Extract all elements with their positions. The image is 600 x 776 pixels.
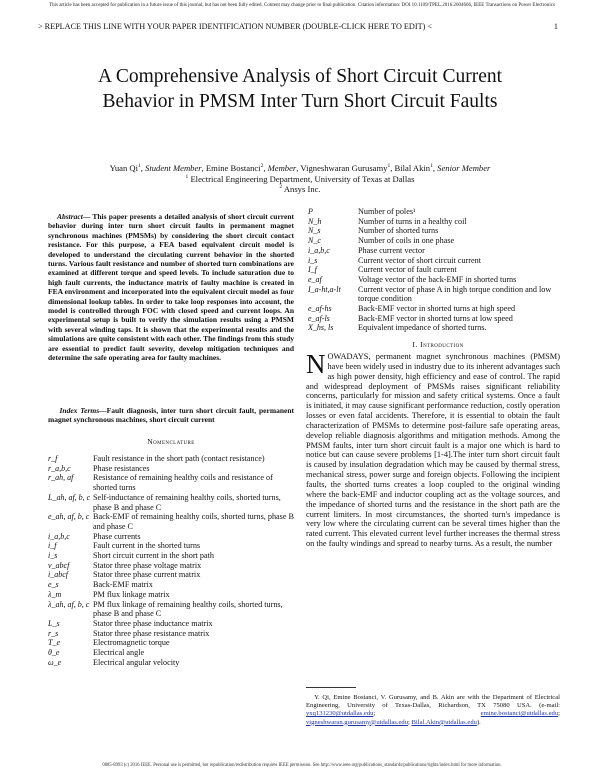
nomenclature-symbol: λ_m	[48, 589, 62, 599]
nomenclature-definition: Current vector of short circuit current	[358, 255, 481, 265]
nomenclature-row	[308, 304, 568, 314]
nomenclature-row	[48, 619, 298, 629]
nomenclature-definition: Number of turns in a healthy coil	[358, 216, 467, 226]
nomenclature-definition: Back-EMF of remaining healthy coils, shorted turns, phase B and phase C	[93, 512, 295, 531]
nomenclature-row	[48, 473, 298, 492]
nomenclature-row	[308, 275, 568, 285]
abstract-label: Abstract	[56, 212, 83, 221]
nomenclature-symbol: e_af	[308, 274, 322, 284]
nomenclature-symbol: N_s	[308, 226, 321, 236]
nomenclature-definition: Number of poles¹	[358, 207, 416, 216]
nomenclature-definition: Fault resistance in the short path (contact resistance)	[93, 454, 265, 463]
nomenclature-definition: Self-inductance of remaining healthy coils, shorted turns, phase B and phase C	[93, 492, 281, 512]
nomenclature-symbol: e_s	[48, 580, 59, 590]
nomenclature-symbol: i_f	[48, 541, 57, 551]
nomenclature-definition: Back-EMF vector in shorted turns at low speed	[358, 313, 513, 323]
nomenclature-symbol: T_e	[48, 638, 60, 648]
nomenclature-row	[48, 629, 298, 639]
footnote-rule	[306, 687, 356, 688]
nomenclature-definition: Stator three phase resistance matrix	[93, 628, 210, 638]
nomenclature-row	[308, 207, 568, 217]
nomenclature-row	[48, 638, 298, 648]
email-link-2[interactable]: emine.bostanci@utdallas.edu	[480, 710, 559, 718]
nomenclature-row	[48, 454, 298, 464]
nomenclature-definition: Current vector of fault current	[358, 265, 457, 275]
nomenclature-row	[308, 236, 568, 246]
nomenclature-row	[48, 561, 298, 571]
nomenclature-definition: Phase resistances	[93, 463, 150, 473]
nomenclature-row	[48, 541, 298, 551]
nomenclature-row	[48, 590, 298, 600]
author-list: Yuan Qi$^1$, Student Member, Emine Bostanci$^2$, Member, Vigneshwaran Gurusamy$^1$, Bilal Akin$^1$, Senior Member	[109, 163, 491, 173]
nomenclature-row	[48, 648, 298, 658]
nomenclature-symbol: i_abcf	[48, 570, 68, 580]
nomenclature-symbol: i_a,b,c	[48, 531, 70, 541]
nomenclature-row	[308, 217, 568, 227]
introduction-text	[306, 349, 560, 549]
nomenclature-definition: PM flux linkage matrix	[93, 589, 170, 599]
nomenclature-symbol: P	[308, 207, 313, 216]
nomenclature-symbol: v_abcf	[48, 560, 70, 570]
nomenclature-row	[48, 512, 298, 531]
email-link-4[interactable]: Bilal.Akin@utdallas.edu	[411, 718, 477, 726]
author-1: Yuan Qi	[109, 163, 138, 173]
abstract-text: — This paper presents a detailed analysis of short circuit current behavior during inter turn short circuit faults in permanent magnet synchronous machines (PMSMs) by considering the short circuit contact resistance. For this purpose, a FEA based equivalent circuit model is developed to understand the circulating current behavior in the shorted turns. Various fault resistance and number of shorted turn combinations are examined at different torque and speed levels. To include saturation due to high fault currents, the inductance matrix of faulty machine is created in FEA environment and incorporated into the equivalent circuit model as four dimensional lookup tables. In order to take loop responses into account, the model is controlled through FOC with closed speed and current loops. An experimental setup is built to verify the simulation results using a PMSM with several winding taps. It is shown that the experimental results and the simulations are quite consistent with each other. The findings from this study are essential to predict fault severity, develop mitigation techniques and determine the safe operating area for faulty machines.	[48, 212, 294, 363]
email-link-3[interactable]: vigneshwaran.gurusamy@utdallas.edu	[306, 718, 409, 726]
nomenclature-row	[48, 493, 298, 512]
abstract	[48, 212, 294, 363]
nomenclature-row	[308, 323, 568, 333]
nomenclature-row	[308, 285, 568, 304]
nomenclature-symbol: I_f	[308, 265, 317, 275]
index-terms	[48, 406, 294, 425]
nomenclature-row	[48, 532, 298, 542]
nomenclature-row	[48, 551, 298, 561]
nomenclature-symbol: N_h	[308, 216, 322, 226]
nomenclature-row	[308, 246, 568, 256]
introduction-body: OWADAYS, permanent magnet synchronous machines (PMSM) have been widely used in industry due to its inherent advantages such as high power density, high efficiency and ease of control. The rapid and widespread deployment of PMSMs raises significant reliability concerns, particularly for mission and safety critical systems. Once a fault is initiated, it may cause significant performance reduction, costly operation losses or even fatal accidents. Therefore, it is essential to obtain the fault characterization of PMSMs to determine post-failure safe operating areas, develop reliable diagnosis algorithms and mitigation methods. Among the PMSM faults, inter turn short circuit fault is a major one which is hard to notice but can cause severe problems [1-4].The inter turn short circuit fault is caused by insulation degradation which may be caused by thermal stress, mechanical stress, power surge and foreign objects. Following the incipient faults, the shorted turns creates a loop coupled to the original winding where the back-EMF and inductor coupling act as the voltage sources, and the impedance of shorted turns and the resistance in the short path are the current limiters. In most circumstances, the shorted turn's impedance is very low where the circulating current can be several times higher than the rated current. This elevated current level further increases the thermal stress on the faulty windings and spread to nearby turns. As a result, the number	[306, 352, 560, 549]
nomenclature-definition: Phase current vector	[358, 245, 425, 255]
header-text: > REPLACE THIS LINE WITH YOUR PAPER IDENTIFICATION NUMBER (DOUBLE-CLICK HERE TO EDIT) <	[38, 22, 432, 31]
nomenclature-definition: Fault current in the shorted turns	[93, 541, 201, 551]
nomenclature-symbol: e_af-hs	[308, 304, 332, 314]
nomenclature-definition: Resistance of remaining healthy coils and resistance of shorted turns	[93, 473, 273, 493]
nomenclature-right	[308, 207, 568, 333]
nomenclature-left	[48, 454, 298, 667]
introduction-heading: I. Introduction	[412, 340, 464, 349]
nomenclature-row	[308, 226, 568, 236]
nomenclature-definition: Stator three phase voltage matrix	[93, 560, 202, 570]
nomenclature-symbol: i_s	[48, 551, 58, 561]
nomenclature-row	[48, 580, 298, 590]
nomenclature-row	[308, 314, 568, 324]
nomenclature-definition: Stator three phase current matrix	[93, 570, 201, 580]
nomenclature-symbol: I_a-ht,a-lt	[308, 284, 341, 294]
affiliations	[30, 174, 570, 194]
nomenclature-row	[308, 265, 568, 275]
author-footnote: Y. Qi, Emine Bostanci, V. Gurusamy, and B. Akin are with the Department of Electrical Engineering, University of Texas-Dallas, Richardson, TX 75080 USA. (e-mail: yxq131230@utdallas.edu; emine.bostanci@utdallas.edu; vigneshwaran.gurusamy@utdallas.edu; Bilal.Akin@utdallas.edu).	[306, 694, 560, 726]
index-terms-label: Index Terms	[59, 406, 100, 415]
nomenclature-definition: Number of shorted turns	[358, 226, 439, 236]
nomenclature-symbol: i_s	[308, 255, 318, 265]
nomenclature-definition: Back-EMF vector in shorted turns at high speed	[358, 304, 516, 314]
nomenclature-symbol: i_a,b,c	[308, 245, 330, 255]
author-2-role: Member	[267, 163, 297, 173]
paper-title: A Comprehensive Analysis of Short Circuit Current Behavior in PMSM Inter Turn Short Circuit Faults	[97, 66, 503, 112]
page-number: 1	[553, 22, 558, 31]
nomenclature-row	[48, 600, 298, 619]
nomenclature-definition: Electrical angle	[93, 648, 145, 658]
author-4: Bilal Akin	[394, 163, 431, 173]
nomenclature-definition: Number of coils in one phase	[358, 236, 455, 246]
nomenclature-symbol: r_f	[48, 454, 58, 463]
nomenclature-symbol: θ_e	[48, 648, 60, 658]
index-terms-text: —Fault diagnosis, inter turn short circuit fault, permanent magnet synchronous machines, short circuit current	[48, 406, 294, 425]
nomenclature-row	[48, 464, 298, 474]
nomenclature-definition: Current vector of phase A in high torque condition and low torque condition	[358, 284, 552, 304]
affiliation-1: $^1$ Electrical Engineering Department, University of Texas at Dallas	[185, 174, 415, 184]
nomenclature-definition: Electromagnetic torque	[93, 638, 170, 648]
copyright-line: 0885-8993 (c) 2016 IEEE. Personal use is permitted, but republication/redistribution requires IEEE permission. See http://www.ieee.org/publications_standards/publications/rights/index.html for more information.	[102, 763, 502, 768]
nomenclature-row	[48, 658, 298, 668]
nomenclature-symbol: λ_ah, af, b, c	[48, 599, 90, 609]
nomenclature-row	[48, 570, 298, 580]
nomenclature-definition: Electrical angular velocity	[93, 657, 180, 667]
affiliation-2: $^2$ Ansys Inc.	[279, 184, 321, 194]
nomenclature-symbol: L_ah, af, b, c	[48, 492, 91, 502]
nomenclature-definition: PM flux linkage of remaining healthy coils, shorted turns, phase B and phase C	[93, 599, 283, 619]
drop-cap: N	[306, 349, 326, 379]
nomenclature-symbol: e_ah, af, b, c	[48, 512, 90, 522]
nomenclature-symbol: r_ah, af	[48, 473, 74, 483]
running-header	[38, 22, 558, 31]
nomenclature-symbol: e_af-ls	[308, 313, 330, 323]
nomenclature-symbol: r_a,b,c	[48, 463, 71, 473]
nomenclature-symbol: ω_e	[48, 657, 62, 667]
nomenclature-definition: Stator three phase inductance matrix	[93, 618, 213, 628]
email-link-1[interactable]: yxq131230@utdallas.edu	[306, 710, 374, 718]
nomenclature-definition: Short circuit current in the short path	[93, 551, 214, 561]
nomenclature-definition: Equivalent impedance of shorted turns.	[358, 323, 487, 333]
author-3: Vigneshwaran Gurusamy	[300, 163, 388, 173]
nomenclature-symbol: N_c	[308, 236, 321, 246]
nomenclature-symbol: L_s	[48, 618, 60, 628]
author-1-role: Student Member	[145, 163, 202, 173]
author-2: Emine Bostanci	[205, 163, 261, 173]
nomenclature-symbol: X_hs, ls	[308, 323, 334, 333]
nomenclature-definition: Voltage vector of the back-EMF in shorted turns	[358, 274, 517, 284]
nomenclature-symbol: r_s	[48, 628, 59, 638]
nomenclature-definition: Phase currents	[93, 531, 141, 541]
author-4-role: Senior Member	[437, 163, 491, 173]
acceptance-banner: This article has been accepted for publication in a future issue of this journal, but has not been fully edited. Content may change prior to final publication. Citation information: DOI 10.1109/TPEL.2016.2604666, IEEE Transactions on Power Electronics	[49, 3, 555, 8]
nomenclature-definition: Back-EMF matrix	[93, 580, 153, 590]
nomenclature-heading: Nomenclature	[147, 437, 195, 446]
nomenclature-row	[308, 256, 568, 266]
